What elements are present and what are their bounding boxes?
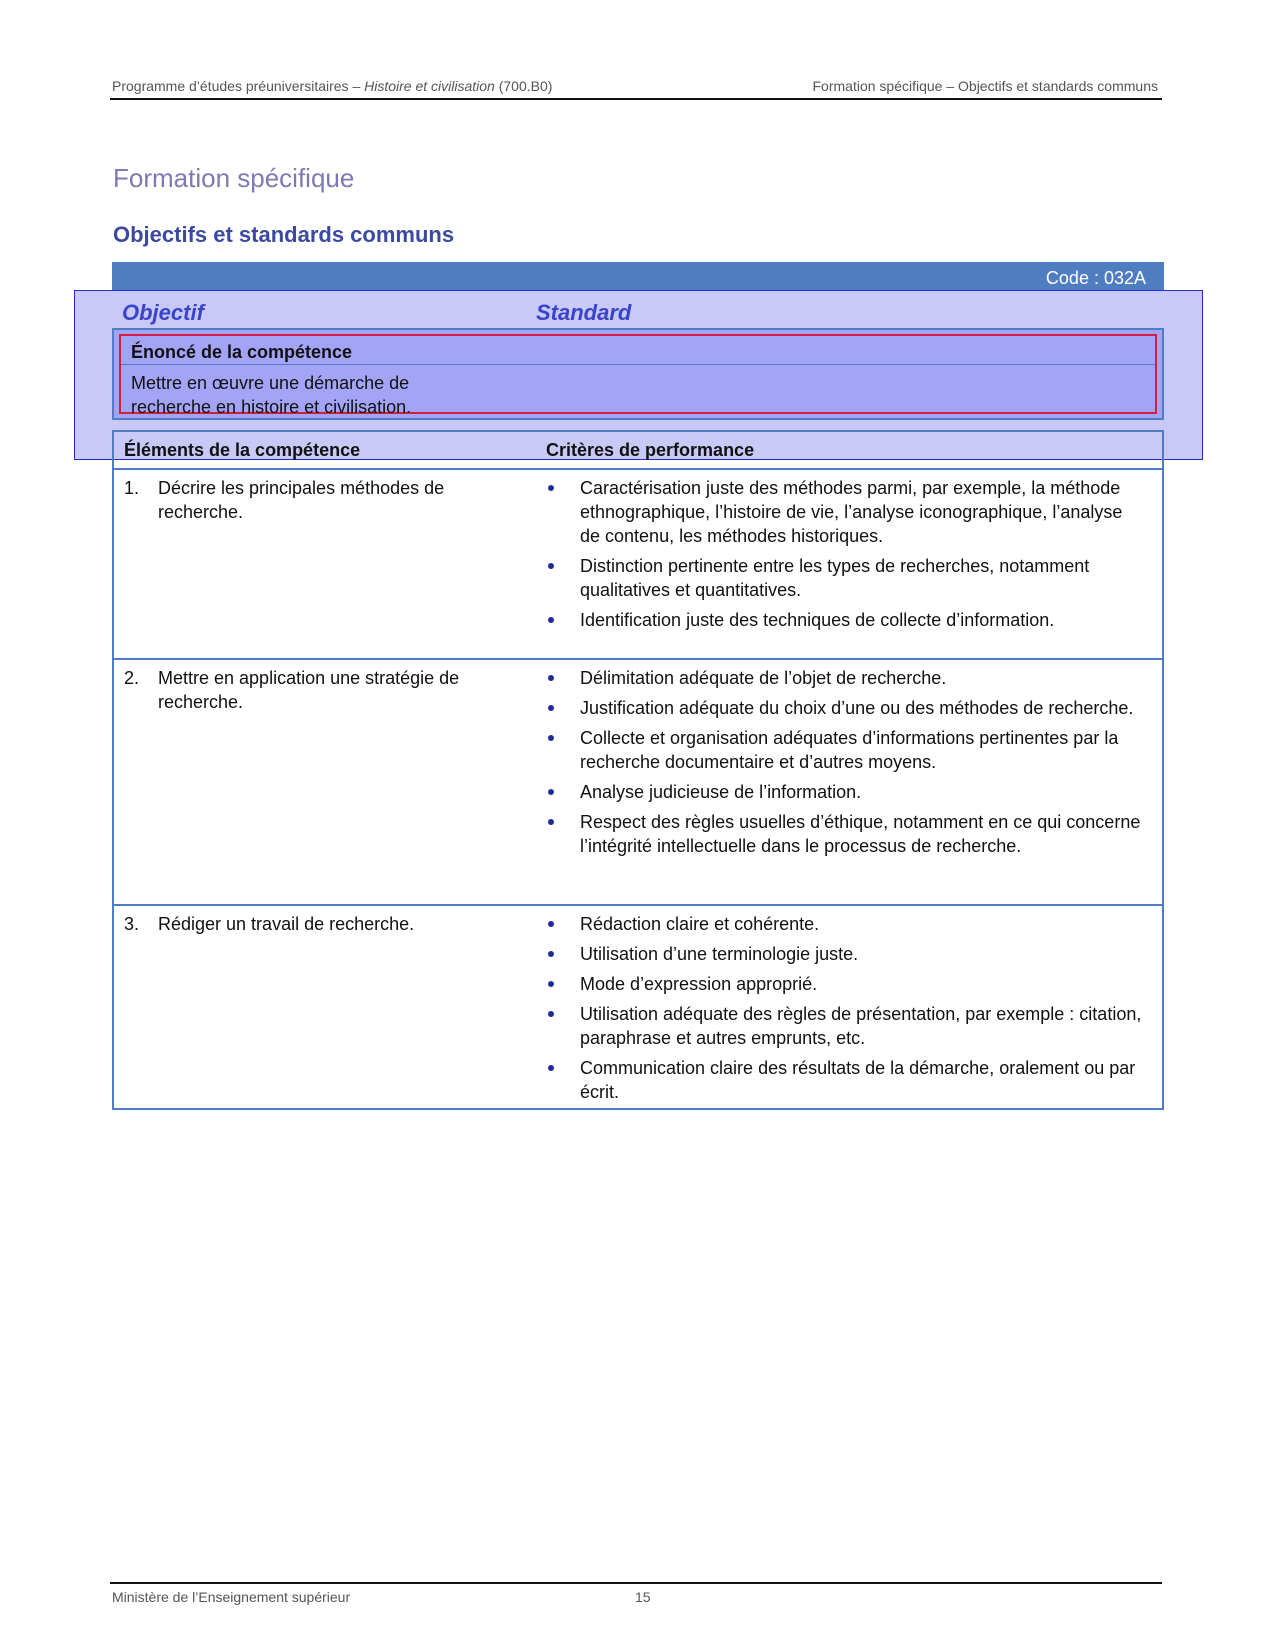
criterion-item: Caractérisation juste des méthodes parmi, par exemple, la méthode ethnographique, l’histoire de vie, l’analyse iconographique, l’analyse de contenu, les méthodes historiques. [546, 476, 1146, 548]
criterion-item: Délimitation adéquate de l’objet de recherche. [546, 666, 1146, 690]
enonce-box [112, 328, 1164, 420]
header-right: Formation spécifique – Objectifs et standards communs [812, 78, 1158, 94]
criterion-item: Utilisation adéquate des règles de présentation, par exemple : citation, paraphrase et autres emprunts, etc. [546, 1002, 1146, 1050]
page-header [110, 72, 1162, 100]
page-number: 15 [635, 1589, 651, 1605]
competency-table [112, 430, 1164, 1110]
criterion-item: Utilisation d’une terminologie juste. [546, 942, 1146, 966]
table-row [114, 904, 1162, 1106]
element-text: Rédiger un travail de recherche. [158, 914, 415, 934]
criterion-item: Respect des règles usuelles d’éthique, notamment en ce qui concerne l’intégrité intellectuelle dans le processus de recherche. [546, 810, 1146, 858]
page-footer [110, 1582, 1162, 1608]
criterion-item: Distinction pertinente entre les types de recherches, notamment qualitatives et quantitatives. [546, 554, 1146, 602]
header-left: Programme d’études préuniversitaires – Histoire et civilisation (700.B0) [112, 78, 553, 94]
criteria-list [546, 666, 1146, 864]
criterion-item: Collecte et organisation adéquates d’informations pertinentes par la recherche documentaire et d’autres moyens. [546, 726, 1146, 774]
elements-header: Éléments de la compétence [124, 440, 361, 460]
enonce-divider [121, 364, 1155, 365]
section-title: Formation spécifique [113, 163, 355, 193]
enonce-highlight [119, 334, 1157, 417]
criteria-list [546, 476, 1146, 638]
criterion-item: Identification juste des techniques de collecte d’information. [546, 608, 1146, 632]
element-text: Décrire les principales méthodes de recherche. [158, 478, 445, 522]
criteria-header: Critères de performance [546, 440, 755, 460]
criterion-item: Mode d’expression approprié. [546, 972, 1146, 996]
standard-heading: Standard [536, 300, 632, 325]
footer-ministry: Ministère de l’Enseignement supérieur [112, 1589, 351, 1605]
competency-code: Code : 032A [1045, 268, 1146, 288]
enonce-text: Mettre en œuvre une démarche de recherche en histoire et civilisation. [131, 373, 412, 417]
criterion-item: Justification adéquate du choix d’une ou des méthodes de recherche. [546, 696, 1146, 720]
objective-heading: Objectif [122, 300, 204, 325]
table-row [114, 468, 1162, 660]
criterion-item: Communication claire des résultats de la démarche, oralement ou par écrit. [546, 1056, 1146, 1104]
criterion-item: Analyse judicieuse de l’information. [546, 780, 1146, 804]
criterion-item: Rédaction claire et cohérente. [546, 912, 1146, 936]
code-bar [112, 262, 1164, 292]
element-text: Mettre en application une stratégie de recherche. [158, 668, 460, 712]
enonce-title: Énoncé de la compétence [131, 342, 353, 362]
section-subtitle: Objectifs et standards communs [113, 222, 455, 247]
element-number: 3. [124, 914, 140, 934]
table-row [114, 658, 1162, 906]
criteria-list [546, 912, 1146, 1110]
element-number: 2. [124, 668, 140, 688]
element-number: 1. [124, 478, 140, 498]
